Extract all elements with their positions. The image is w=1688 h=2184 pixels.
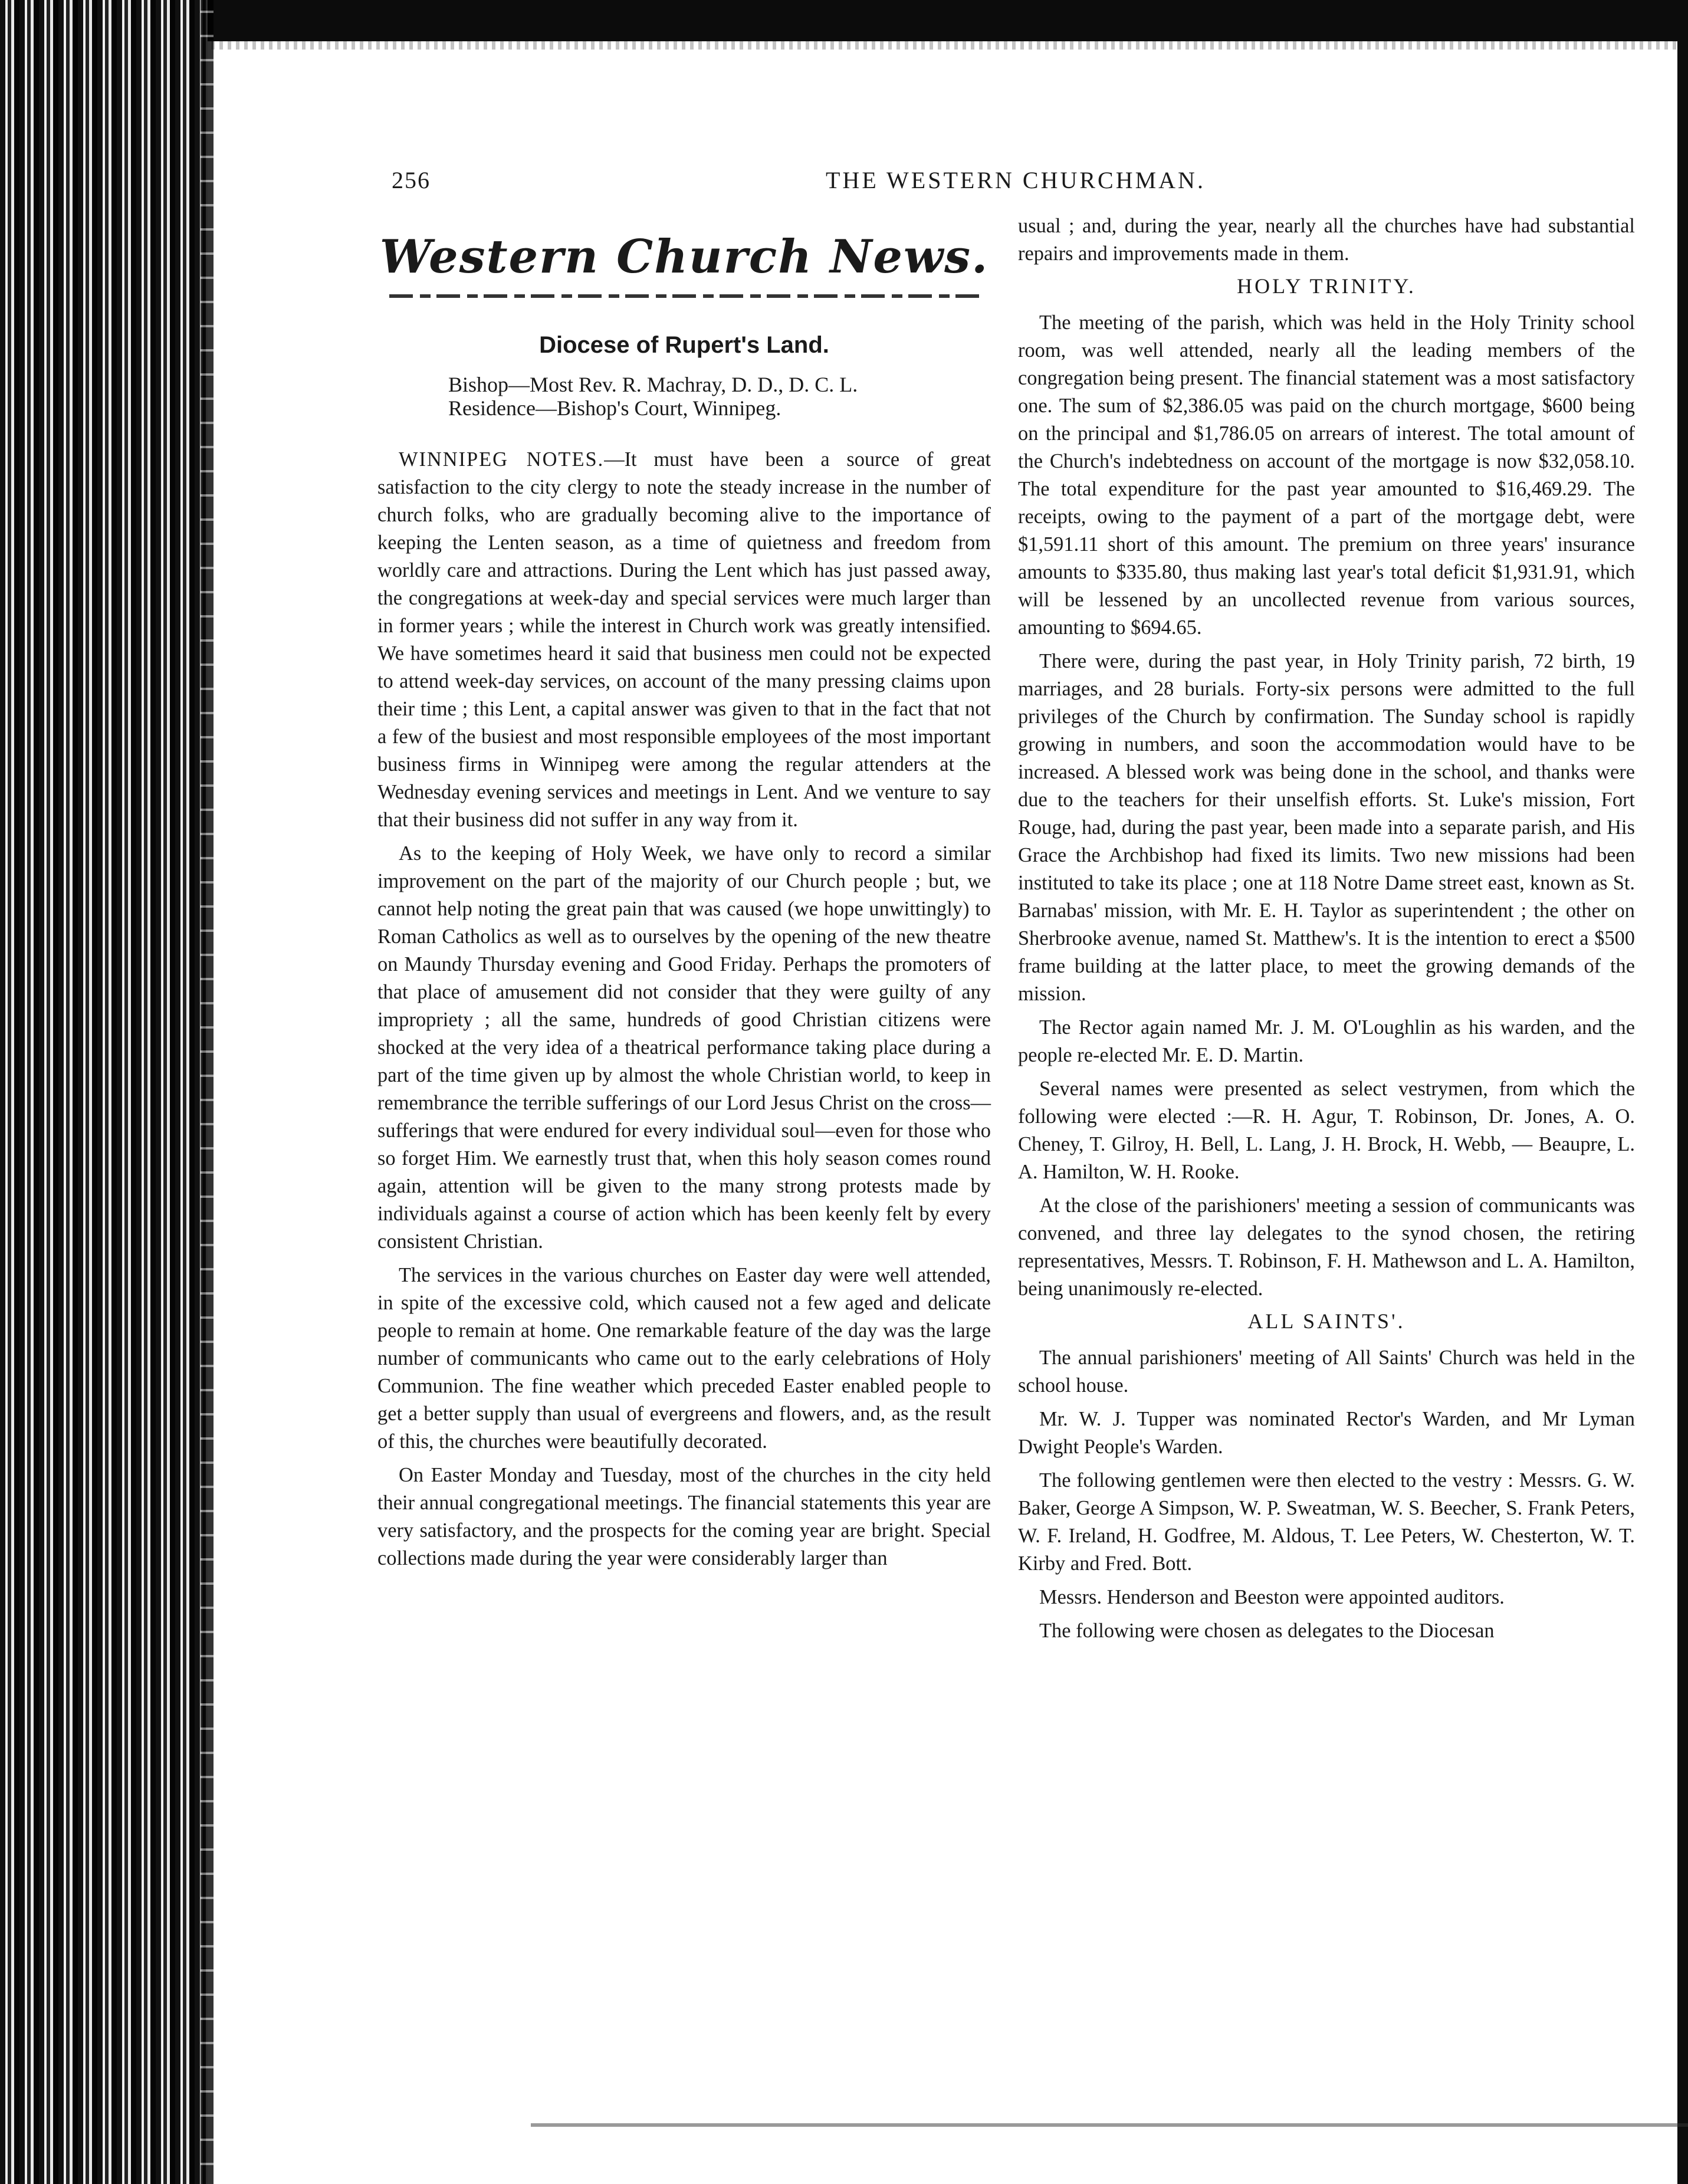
easter-meetings-paragraph: On Easter Monday and Tuesday, most of the churches in the city held their annual congregational meetings. The financial statements this year are very satisfactory, and the prospects for the coming year are bright. Special collections made during the year were considerably larger than bbox=[377, 1464, 991, 1569]
scan-bottom-rule bbox=[531, 2123, 1688, 2127]
all-saints-auditors-paragraph: Messrs. Henderson and Beeston were appointed auditors. bbox=[1039, 1586, 1505, 1608]
left-column bbox=[377, 212, 991, 1578]
residence-line: Residence—Bishop's Court, Winnipeg. bbox=[448, 396, 781, 420]
continuation-paragraph: usual ; and, during the year, nearly all the churches have had substantial repairs and improvements made in them. bbox=[1018, 215, 1635, 265]
journal-title: THE WESTERN CHURCHMAN. bbox=[826, 167, 1206, 193]
holy-trinity-vestry-paragraph: Several names were presented as select vestrymen, from which the following were elected :—R. H. Agur, T. Robinson, Dr. Jones, A. O. Cheney, T. Gilroy, H. Bell, L. Lang, J. H. Brock, H. Webb, — Beaupre, L. A. Hamilton, W. H. Rooke. bbox=[1018, 1078, 1635, 1183]
winnipeg-notes-text: —It must have been a source of great satisfaction to the city clergy to note the steady increase in the number of church folks, who are gradually becoming alive to the importance of keeping the Lenten season, as a time of quietness and freedom from worldly care and attractions. During the Lent which has just passed away, the congregations at week-day and special services were much larger than in former years ; while the interest in Church work was greatly intensified. We have sometimes heard it said that business men could not be expected to attend week-day services, on account of the many pressing claims upon their time ; this Lent, a capital answer was given to that in the fact that not a few of the busiest and most responsible employees of the most important business firms in Winnipeg were among the regular attenders at the Wednesday evening services and meetings in Lent. And we venture to say that their business did not suffer in any way from it. bbox=[377, 448, 991, 831]
holy-trinity-heading: HOLY TRINITY. bbox=[1237, 274, 1416, 298]
right-column bbox=[1018, 212, 1635, 1651]
holy-week-paragraph: As to the keeping of Holy Week, we have only to record a similar improvement on the part of the majority of our Church people ; but, we cannot help noting the great pain that was caused (we hope unwittingly) to Roman Catholics as well as to ourselves by the opening of the new theatre on Maundy Thursday evening and Good Friday. Perhaps the promoters of that place of amusement did not consider that they were guilty of any impropriety ; all the same, hundreds of good Christian citizens were shocked at the very idea of a theatrical performance taking place during a part of the time given up by almost the whole Christian world, to keep in remembrance the terrible sufferings of our Lord Jesus Christ on the cross—sufferings that were endured for every individual soul—even for those who so forget Him. We earnestly trust that, when this holy season comes round again, attention will be given to the many strong protests made by individuals against a course of action which has been keenly felt by every consistent Christian. bbox=[377, 842, 991, 1253]
holy-trinity-parish-paragraph: There were, during the past year, in Holy Trinity parish, 72 birth, 19 marriages, and 28 burials. Forty-six persons were admitted to the full privileges of the Church by confirmation. The Sunday school is rapidly growing in numbers, and soon the accommodation would have to be increased. A blessed work was being done in the school, and thanks were due to the teachers for their unselfish efforts. St. Luke's mission, Fort Rouge, had, during the past year, been made into a separate parish, and His Grace the Archbishop had fixed its limits. Two new missions had been instituted to take its place ; one at 118 Notre Dame street east, known as St. Barnabas' mission, with Mr. E. H. Taylor as superintendent ; the other on Sherbrooke avenue, named St. Matthew's. It is the intention to erect a $500 frame building at the latter place, to meet the growing demands of the mission. bbox=[1018, 650, 1635, 1005]
scan-top-border-fade bbox=[195, 41, 1688, 50]
scan-top-border bbox=[195, 0, 1688, 41]
holy-trinity-warden-paragraph: The Rector again named Mr. J. M. O'Loughlin as his warden, and the people re-elected Mr. E. D. Martin. bbox=[1018, 1016, 1635, 1066]
page-number: 256 bbox=[392, 167, 431, 193]
all-saints-vestry-paragraph: The following gentlemen were then elected to the vestry : Messrs. G. W. Baker, George A Simpson, W. P. Sweatman, W. S. Beecher, S. Frank Peters, W. F. Ireland, H. Godfree, M. Aldous, T. Lee Peters, W. Chesterton, W. T. Kirby and Fred. Bott. bbox=[1018, 1469, 1635, 1575]
scan-right-border bbox=[1677, 0, 1688, 2184]
masthead: Western Church News. bbox=[379, 230, 989, 284]
holy-trinity-synod-paragraph: At the close of the parishioners' meeting a session of communicants was convened, and three lay delegates to the synod chosen, the retiring representatives, Messrs. T. Robinson, F. H. Mathewson and L. A. Hamilton, being unanimously re-elected. bbox=[1018, 1194, 1635, 1300]
masthead-rule bbox=[389, 294, 979, 298]
bishop-line: Bishop—Most Rev. R. Machray, D. D., D. C. L. bbox=[448, 373, 858, 396]
all-saints-meeting-paragraph: The annual parishioners' meeting of All Saints' Church was held in the school house. bbox=[1018, 1346, 1635, 1397]
diocese-heading: Diocese of Rupert's Land. bbox=[539, 332, 829, 358]
scan-binding-shadow bbox=[201, 0, 214, 2184]
scan-binding-edge bbox=[0, 0, 208, 2184]
all-saints-delegates-paragraph: The following were chosen as delegates to the Diocesan bbox=[1039, 1620, 1495, 1642]
holy-trinity-finance-paragraph: The meeting of the parish, which was held in the Holy Trinity school room, was well attended, nearly all the leading members of the congregation being present. The financial statement was a most satisfactory one. The sum of $2,386.05 was paid on the church mortgage, $600 being on the principal and $1,786.05 on arrears of interest. The total amount of the Church's indebtedness on account of the mortgage is now $32,058.10. The total expenditure for the past year amounted to $16,469.29. The receipts, owing to the payment of a part of the mortgage debt, were $1,591.11 short of this amount. The premium on three years' insurance amounts to $335.80, thus making last year's total deficit $1,931.91, which will be lessened by an uncollected revenue from various sources, amounting to $694.65. bbox=[1018, 311, 1635, 639]
winnipeg-notes-lead: WINNIPEG NOTES. bbox=[399, 448, 605, 471]
running-head bbox=[377, 166, 1640, 202]
winnipeg-notes-paragraph bbox=[377, 446, 991, 834]
easter-day-paragraph: The services in the various churches on Easter day were well attended, in spite of the excessive cold, which caused not a few aged and delicate people to remain at home. One remarkable feature of the day was the large number of communicants who came out to the early celebrations of Holy Communion. The fine weather which preceded Easter enabled people to get a better supply than usual of evergreens and flowers, and, as the result of this, the churches were beautifully decorated. bbox=[377, 1264, 991, 1453]
all-saints-heading: ALL SAINTS'. bbox=[1247, 1309, 1405, 1333]
all-saints-wardens-paragraph: Mr. W. J. Tupper was nominated Rector's Warden, and Mr Lyman Dwight People's Warden. bbox=[1018, 1408, 1635, 1458]
